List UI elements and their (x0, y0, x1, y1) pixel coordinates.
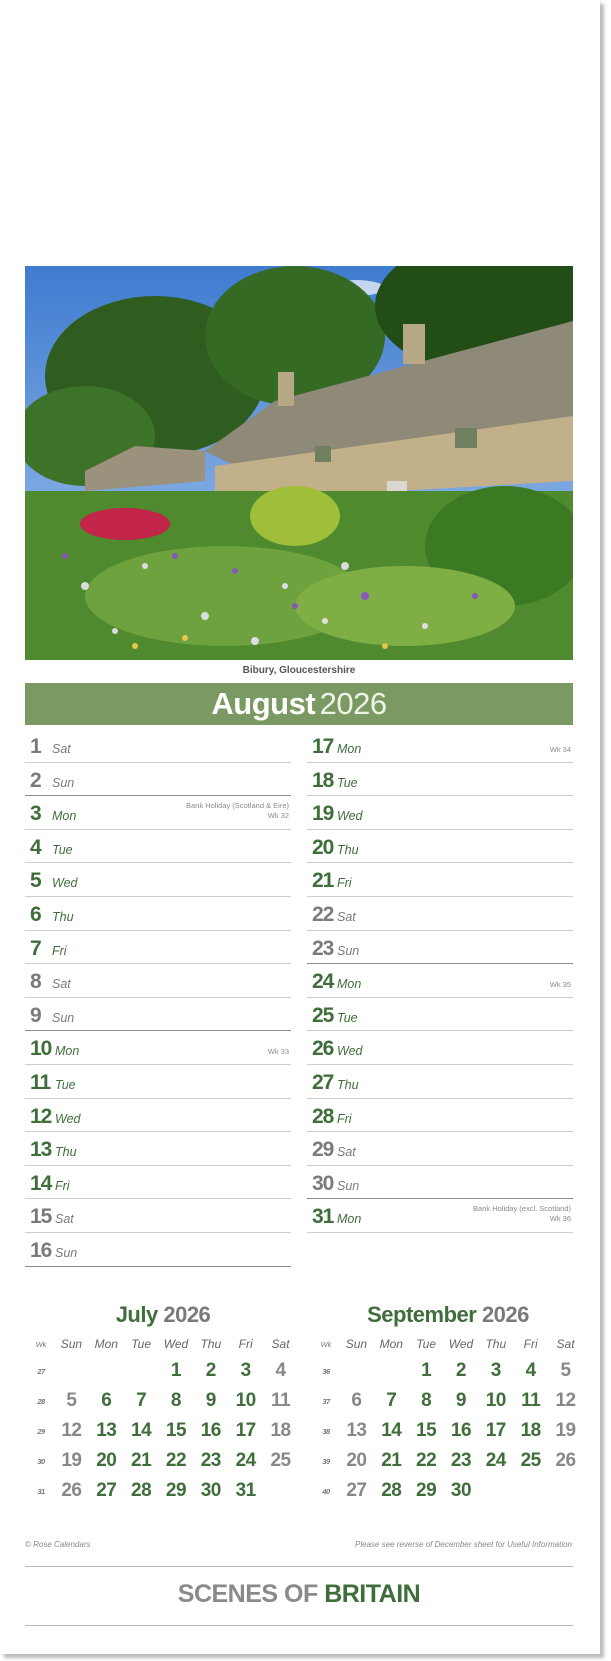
day-row (25, 796, 291, 830)
date-cell: 2 (455, 1360, 466, 1381)
day-note (268, 1047, 289, 1057)
day-row (307, 1132, 573, 1166)
date-cell: 7 (136, 1390, 147, 1411)
day-number: 16 (30, 1238, 52, 1262)
date-cell: 26 (555, 1450, 576, 1471)
week-number: 27 (37, 1366, 45, 1376)
day-number: 4 (30, 835, 41, 859)
date-cell: 27 (346, 1480, 367, 1501)
date-cell: 28 (131, 1480, 152, 1501)
day-number: 11 (30, 1070, 51, 1094)
divider (25, 1566, 573, 1567)
date-cell: 8 (170, 1390, 181, 1411)
brand-title: SCENES OF BRITAIN (177, 1580, 421, 1608)
day-name: Thu (55, 1145, 77, 1160)
day-name: Sat (337, 1145, 356, 1160)
date-cell: 24 (485, 1450, 506, 1471)
date-cell: 11 (270, 1390, 291, 1411)
day-name: Sun (52, 1010, 75, 1025)
day-number: 3 (30, 802, 41, 826)
day-row (25, 1065, 291, 1099)
day-name: Tue (337, 1010, 358, 1025)
day-name: Thu (337, 842, 359, 857)
date-cell: 16 (450, 1420, 472, 1441)
date-cell: 15 (416, 1420, 437, 1441)
photo-caption: Bibury, Gloucestershire (242, 665, 356, 676)
date-cell: 12 (61, 1420, 82, 1441)
day-name: Tue (55, 1077, 76, 1092)
day-number: 26 (312, 1037, 334, 1061)
date-cell (339, 1356, 374, 1386)
date-cell: 5 (560, 1360, 571, 1381)
day-number: 15 (30, 1205, 52, 1229)
date-cell: 16 (200, 1420, 221, 1441)
date-cell: 28 (381, 1480, 402, 1501)
date-cell (54, 1356, 89, 1386)
week-number: 40 (322, 1486, 330, 1496)
week-number: Wk 32 (267, 811, 289, 821)
date-cell: 30 (450, 1480, 472, 1501)
day-name: Sun (55, 1245, 78, 1260)
day-name: Thu (337, 1077, 359, 1092)
date-cell: 30 (200, 1480, 221, 1501)
day-name: Tue (337, 775, 358, 790)
day-row (307, 830, 573, 864)
date-cell: 4 (275, 1360, 286, 1381)
day-name: Mon (52, 809, 77, 824)
date-cell: 9 (205, 1390, 216, 1411)
day-name: Sat (55, 1212, 74, 1227)
date-cell: 6 (101, 1390, 112, 1411)
day-number: 10 (30, 1037, 52, 1061)
weekday-header: Fri (238, 1337, 253, 1351)
month-banner (25, 683, 573, 725)
date-cell: 9 (455, 1390, 466, 1411)
day-row (25, 897, 291, 931)
date-cell: 18 (270, 1420, 291, 1441)
week-number: 36 (322, 1366, 330, 1376)
date-cell (263, 1476, 298, 1506)
day-number: 6 (30, 902, 41, 926)
date-cell: 27 (96, 1480, 117, 1501)
weekday-header: Thu (485, 1337, 507, 1351)
date-cell: 20 (346, 1450, 367, 1471)
date-cell: 21 (131, 1450, 152, 1471)
day-column-right (307, 729, 573, 1233)
day-row (307, 729, 573, 763)
day-number: 28 (312, 1104, 334, 1128)
day-name: Wed (337, 1044, 363, 1059)
day-row (25, 1233, 291, 1267)
day-number: 31 (312, 1205, 334, 1229)
week-number: 38 (322, 1426, 330, 1436)
date-cell (548, 1476, 583, 1506)
date-cell: 23 (200, 1450, 221, 1471)
day-row (307, 1099, 573, 1133)
day-name: Sun (52, 775, 75, 790)
date-cell: 6 (351, 1390, 362, 1411)
date-cell: 1 (170, 1360, 181, 1381)
date-cell: 29 (165, 1480, 187, 1501)
date-cell (513, 1476, 548, 1506)
day-note (186, 801, 289, 821)
week-number: 30 (37, 1456, 45, 1466)
day-name: Fri (337, 1111, 352, 1126)
week-number: 39 (322, 1456, 330, 1466)
info-note: Please see reverse of December sheet for Useful Information (355, 1540, 572, 1549)
date-cell: 13 (96, 1420, 117, 1441)
day-row (307, 1166, 573, 1200)
date-cell (89, 1356, 124, 1386)
day-row (307, 863, 573, 897)
date-cell: 24 (235, 1450, 256, 1471)
day-number: 24 (312, 970, 334, 994)
mini-calendar-title: July 2026 (115, 1302, 211, 1327)
day-note (473, 1204, 571, 1224)
date-cell: 23 (450, 1450, 472, 1471)
date-cell: 12 (555, 1390, 576, 1411)
day-name: Sat (52, 977, 71, 992)
date-cell: 1 (421, 1360, 432, 1381)
weekday-header: Wed (448, 1337, 474, 1351)
day-row (25, 1199, 291, 1233)
day-name: Fri (55, 1178, 70, 1193)
weekday-header: Sun (60, 1337, 83, 1351)
date-cell: 14 (381, 1420, 402, 1441)
divider (25, 1625, 573, 1626)
day-number: 30 (312, 1171, 334, 1195)
date-cell: 10 (235, 1390, 256, 1411)
cottage-garden-photo (25, 266, 573, 660)
date-cell: 11 (521, 1390, 541, 1411)
weekday-header: Mon (94, 1337, 118, 1351)
day-name: Wed (55, 1111, 81, 1126)
weekday-header: Sat (556, 1337, 575, 1351)
week-number: Wk 35 (549, 980, 571, 990)
day-row (307, 1065, 573, 1099)
day-number: 19 (312, 802, 334, 826)
day-number: 7 (30, 936, 41, 960)
week-number: 37 (322, 1396, 330, 1406)
day-row (25, 863, 291, 897)
month-name: August (211, 686, 316, 721)
weekday-header: Sat (271, 1337, 290, 1351)
day-row (25, 931, 291, 965)
weekday-header: Tue (416, 1337, 436, 1351)
day-row (307, 1031, 573, 1065)
day-number: 1 (30, 735, 41, 758)
day-number: 17 (312, 735, 334, 758)
day-number: 14 (30, 1171, 52, 1195)
date-cell: 14 (131, 1420, 152, 1441)
date-cell: 31 (235, 1480, 256, 1501)
day-row (307, 897, 573, 931)
mini-calendar-july (28, 1302, 298, 1506)
day-name: Sun (337, 1178, 360, 1193)
date-cell: 18 (520, 1420, 541, 1441)
date-cell (124, 1356, 159, 1386)
week-number: Wk 36 (549, 1214, 571, 1224)
copyright-text: © Rose Calendars (25, 1540, 91, 1549)
day-column-left (25, 729, 291, 1267)
date-cell: 25 (520, 1450, 541, 1471)
week-number: Wk 33 (267, 1047, 289, 1057)
day-note (550, 745, 571, 755)
weekday-header: Thu (200, 1337, 222, 1351)
week-number: 31 (37, 1486, 45, 1496)
week-number: 28 (37, 1396, 45, 1406)
date-cell: 15 (165, 1420, 187, 1441)
day-name: Mon (337, 1212, 362, 1227)
month-year: 2026 (319, 686, 387, 721)
date-cell: 10 (485, 1390, 506, 1411)
day-row (307, 1199, 573, 1233)
date-cell: 3 (490, 1360, 501, 1381)
day-name: Mon (337, 742, 362, 756)
mini-calendar-title: September 2026 (367, 1302, 529, 1327)
weekday-header: Wk (35, 1339, 47, 1349)
day-name: Mon (55, 1044, 80, 1059)
date-cell: 19 (555, 1420, 576, 1441)
holiday-note: Bank Holiday (excl. Scotland) (473, 1204, 571, 1214)
day-name: Wed (337, 809, 363, 824)
day-row (307, 796, 573, 830)
weekday-header: Fri (523, 1337, 538, 1351)
day-number: 12 (30, 1104, 52, 1128)
mini-calendar-grid (28, 1332, 298, 1506)
date-cell: 8 (421, 1390, 432, 1411)
date-cell: 4 (525, 1360, 536, 1381)
day-number: 20 (312, 835, 334, 859)
day-name: Fri (52, 943, 67, 958)
mini-calendar-september (313, 1302, 583, 1506)
day-number: 9 (30, 1003, 41, 1027)
day-number: 5 (30, 869, 41, 893)
day-name: Sat (52, 742, 71, 756)
day-name: Mon (337, 977, 362, 992)
week-number: Wk 34 (549, 745, 571, 754)
day-name: Sun (337, 943, 360, 958)
date-cell: 2 (205, 1360, 216, 1381)
day-row (25, 1166, 291, 1200)
day-number: 25 (312, 1003, 334, 1027)
date-cell: 29 (416, 1480, 437, 1501)
day-note (550, 980, 571, 990)
date-cell: 13 (346, 1420, 367, 1441)
day-row (25, 830, 291, 864)
date-cell: 17 (485, 1420, 506, 1441)
weekday-header: Wk (320, 1339, 332, 1349)
weekday-header: Tue (131, 1337, 151, 1351)
day-row (25, 1099, 291, 1133)
weekday-header: Sun (345, 1337, 368, 1351)
day-row (307, 931, 573, 965)
date-cell: 20 (96, 1450, 117, 1471)
date-cell: 22 (416, 1450, 437, 1471)
day-row (25, 1132, 291, 1166)
day-number: 22 (312, 902, 334, 926)
date-cell: 22 (165, 1450, 187, 1471)
date-cell: 19 (61, 1450, 82, 1471)
date-cell: 5 (66, 1390, 77, 1411)
day-row (307, 763, 573, 797)
date-cell: 26 (61, 1480, 82, 1501)
week-number: 29 (37, 1426, 45, 1436)
day-row (25, 998, 291, 1032)
day-number: 8 (30, 970, 41, 994)
weekday-header: Mon (379, 1337, 403, 1351)
day-row (307, 964, 573, 998)
date-cell: 25 (270, 1450, 291, 1471)
holiday-note: Bank Holiday (Scotland & Eire) (186, 801, 289, 811)
date-cell (374, 1356, 409, 1386)
day-row (307, 998, 573, 1032)
day-row (25, 763, 291, 797)
mini-calendar-grid (313, 1332, 583, 1506)
day-number: 18 (312, 768, 334, 792)
date-cell (478, 1476, 513, 1506)
date-cell: 7 (386, 1390, 397, 1411)
date-cell: 17 (235, 1420, 256, 1441)
date-cell: 3 (240, 1360, 251, 1381)
day-number: 21 (312, 869, 334, 893)
day-row (25, 964, 291, 998)
day-name: Tue (52, 842, 73, 857)
day-number: 2 (30, 768, 41, 792)
day-number: 23 (312, 936, 334, 960)
date-cell: 21 (381, 1450, 402, 1471)
day-name: Fri (337, 876, 352, 891)
day-number: 13 (30, 1138, 52, 1162)
day-row (25, 1031, 291, 1065)
day-name: Wed (52, 876, 78, 891)
day-name: Thu (52, 909, 74, 924)
day-row (25, 729, 291, 763)
day-number: 29 (312, 1138, 334, 1162)
day-name: Sat (337, 909, 356, 924)
day-number: 27 (312, 1070, 334, 1094)
weekday-header: Wed (163, 1337, 189, 1351)
